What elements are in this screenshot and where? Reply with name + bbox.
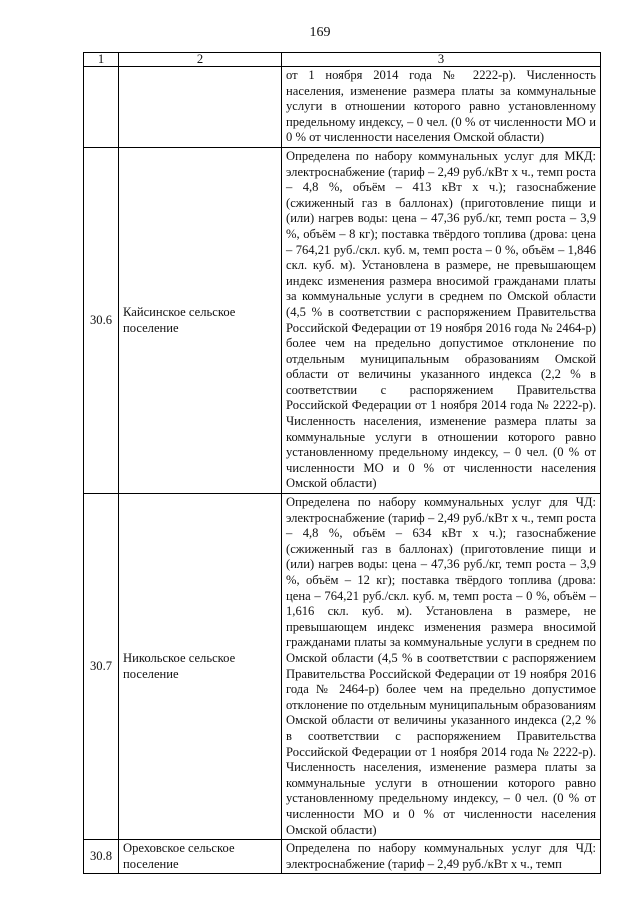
settlement-name: Никольское сельское поселение (119, 494, 282, 840)
table-row (84, 494, 601, 840)
row-number: 30.6 (84, 147, 119, 493)
header-col-1: 1 (84, 53, 119, 67)
row-number (84, 67, 119, 148)
table-header-row (84, 53, 601, 67)
table-row (84, 840, 601, 874)
tariff-table (83, 52, 601, 874)
row-description: Определена по набору коммунальных услуг для ЧД: электроснабжение (тариф – 2,49 руб./кВт х ч., темп (282, 840, 601, 874)
settlement-name: Ореховское сельское поселение (119, 840, 282, 874)
table-row (84, 67, 601, 148)
row-number: 30.7 (84, 494, 119, 840)
row-number: 30.8 (84, 840, 119, 874)
header-col-2: 2 (119, 53, 282, 67)
table-row (84, 147, 601, 493)
row-description: Определена по набору коммунальных услуг для ЧД: электроснабжение (тариф – 2,49 руб./кВт х ч., темп роста – 4,8 %, объём – 634 кВт х ч.); газоснабжение (сжиженный газ в баллонах) (приготовление пищи и (или) нагрев воды: цена – 47,36 руб./кг, темп роста – 3,9 %, объём – 12 кг); поставка твёрдого топлива (дрова: цена – 764,21 руб./скл. куб. м, темп роста – 0 %, объём – 1,616 скл. куб. м). Установлена в размере, не превышающем индекс изменения размера вносимой гражданами платы за коммунальные услуги в среднем по Омской области (4,5 % в соответствии с распоряжением Правительства Российской Федерации от 19 ноября 2016 года № 2464-р) более чем на предельно допустимое отклонение по отдельным муниципальным образованиям Омской области от величины указанного индекса (2,2 % в соответствии с распоряжением Правительства Российской Федерации от 1 ноября 2014 года № 2222-р). Численность населения, изменение размера платы за коммунальные услуги в отношении которого равно установленному предельному индексу, – 0 чел. (0 % от численности МО и 0 % от численности населения Омской области) (282, 494, 601, 840)
header-col-3: 3 (282, 53, 601, 67)
row-description: от 1 ноября 2014 года № 2222-р). Численность населения, изменение размера платы за коммунальные услуги в отношении которого равно установленному предельному индексу, – 0 чел. (0 % от численности МО и 0 % от численности населения Омской области) (282, 67, 601, 148)
settlement-name: Кайсинское сельское поселение (119, 147, 282, 493)
settlement-name (119, 67, 282, 148)
row-description: Определена по набору коммунальных услуг для МКД: электроснабжение (тариф – 2,49 руб./кВт х ч., темп роста – 4,8 %, объём – 413 кВт х ч.); газоснабжение (сжиженный газ в баллонах) (приготовление пищи и (или) нагрев воды: цена – 47,36 руб./кг, темп роста – 3,9 %, объём – 8 кг); поставка твёрдого топлива (дрова: цена – 764,21 руб./скл. куб. м, темп роста – 0 %, объём – 1,846 скл. куб. м). Установлена в размере, не превышающем индекс изменения размера вносимой гражданами платы за коммунальные услуги в среднем по Омской области (4,5 % в соответствии с распоряжением Правительства Российской Федерации от 19 ноября 2016 года № 2464-р) более чем на предельно допустимое отклонение по отдельным муниципальным образованиям Омской области от величины указанного индекса (2,2 % в соответствии с распоряжением Правительства Российской Федерации от 1 ноября 2014 года № 2222-р). Численность населения, изменение размера платы за коммунальные услуги в отношении которого равно установленному предельному индексу, – 0 чел. (0 % от численности МО и 0 % от численности населения Омской области) (282, 147, 601, 493)
page-number: 169 (309, 25, 331, 40)
